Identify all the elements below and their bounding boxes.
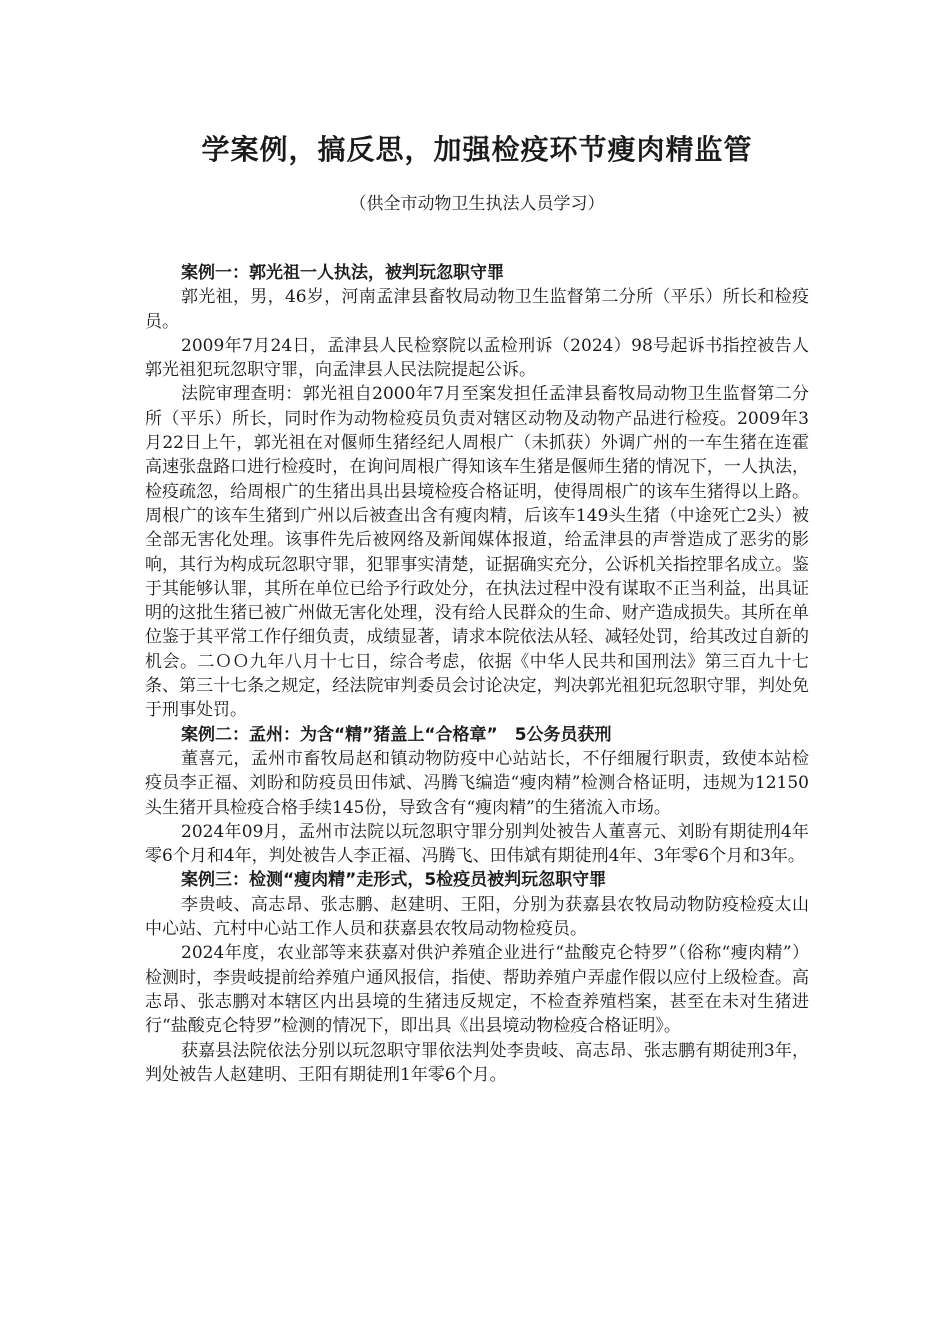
case-one-paragraph: 郭光祖，男，46岁，河南孟津县畜牧局动物卫生监督第二分所（平乐）所长和检疫员。 xyxy=(145,287,809,332)
case-three-paragraph: 李贵岐、高志昂、张志鹏、赵建明、王阳，分别为获嘉县农牧局动物防疫检疫太山中心站、亢村中心站工作人员和获嘉县农牧局动物检疫员。 xyxy=(145,894,809,940)
case-two-paragraph: 董喜元，孟州市畜牧局赵和镇动物防疫中心站站长，不仔细履行职责，致使本站检疫员李正福、刘盼和防疫员田伟斌、冯腾飞编造“瘦肉精”检测合格证明，违规为12150头生猪开具检疫合格手续145份，导致含有“瘦肉精”的生猪流入市场。 xyxy=(145,748,809,818)
case-one-section xyxy=(145,261,809,723)
case-one-paragraph: 法院审理查明：郭光祖自2000年7月至案发担任孟津县畜牧局动物卫生监督第二分所（平乐）所长，同时作为动物检疫员负责对辖区动物及动物产品进行检疫。2009年3月22日上午，郭光祖在对偃师生猪经纪人周根广（未抓获）外调广州的一车生猪在连霍高速张盘路口进行检疫时，在询问周根广得知该车生猪是偃师生猪的情况下，一人执法，检疫疏忽，给周根广的生猪出具出县境检疫合格证明，使得周根广的该车生猪得以上路。周根广的该车生猪到广州以后被查出含有瘦肉精，后该车149头生猪（中途死亡2头）被全部无害化处理。该事件先后被网络及新闻媒体报道，给孟津县的声誉造成了恶劣的影响，其行为构成玩忽职守罪，犯罪事实清楚，证据确实充分，公诉机关指控罪名成立。鉴于其能够认罪，其所在单位已给予行政处分，在执法过程中没有谋取不正当利益，出具证明的这批生猪已被广州做无害化处理，没有给人民群众的生命、财产造成损失。其所在单位鉴于其平常工作仔细负责，成绩显著，请求本院依法从轻、减轻处罚，给其改过自新的机会。二ＯＯ九年八月十七日，综合考虑，依据《中华人民共和国刑法》第三百九十七条、第三十七条之规定，经法院审判委员会讨论决定，判决郭光祖犯玩忽职守罪，判处免于刑事处罚。 xyxy=(145,384,809,721)
document-subtitle: （供全市动物卫生执法人员学习） xyxy=(349,194,605,214)
case-three-section xyxy=(145,868,809,1087)
case-three-heading: 案例三：检测“瘦肉精”走形式，5检疫员被判玩忽职守罪 xyxy=(181,870,607,891)
document-title: 学案例，搞反思，加强检疫环节瘦肉精监管 xyxy=(201,133,753,166)
case-three-paragraph: 2024年度，农业部等来获嘉对供沪养殖企业进行“盐酸克仑特罗”（俗称“瘦肉精”）检测时，李贵岐提前给养殖户通风报信，指使、帮助养殖户弄虚作假以应付上级检查。高志昂、张志鹏对本辖区内出县境的生猪违反规定，不检查养殖档案，甚至在未对生猪进行“盐酸克仑特罗”检测的情况下，即出具《出县境动物检疫合格证明》。 xyxy=(145,943,809,1037)
case-one-paragraph: 2009年7月24日，孟津县人民检察院以孟检刑诉（2024）98号起诉书指控被告人郭光祖犯玩忽职守罪，向孟津县人民法院提起公诉。 xyxy=(145,335,809,381)
document-page xyxy=(145,128,809,1087)
case-two-heading: 案例二：孟州：为含“精”猪盖上“合格章” 5公务员获刑 xyxy=(181,724,612,745)
case-three-paragraph: 获嘉县法院依法分别以玩忽职守罪依法判处李贵岐、高志昂、张志鹏有期徒刑3年，判处被告人赵建明、王阳有期徒刑1年零6个月。 xyxy=(145,1040,809,1085)
case-one-heading: 案例一：郭光祖一人执法，被判玩忽职守罪 xyxy=(181,263,504,283)
case-two-section xyxy=(145,723,809,869)
case-two-paragraph: 2024年09月，孟州市法院以玩忽职守罪分别判处被告人董喜元、刘盼有期徒刑4年零6个月和4年，判处被告人李正福、冯腾飞、田伟斌有期徒刑4年、3年零6个月和3年。 xyxy=(145,821,809,867)
